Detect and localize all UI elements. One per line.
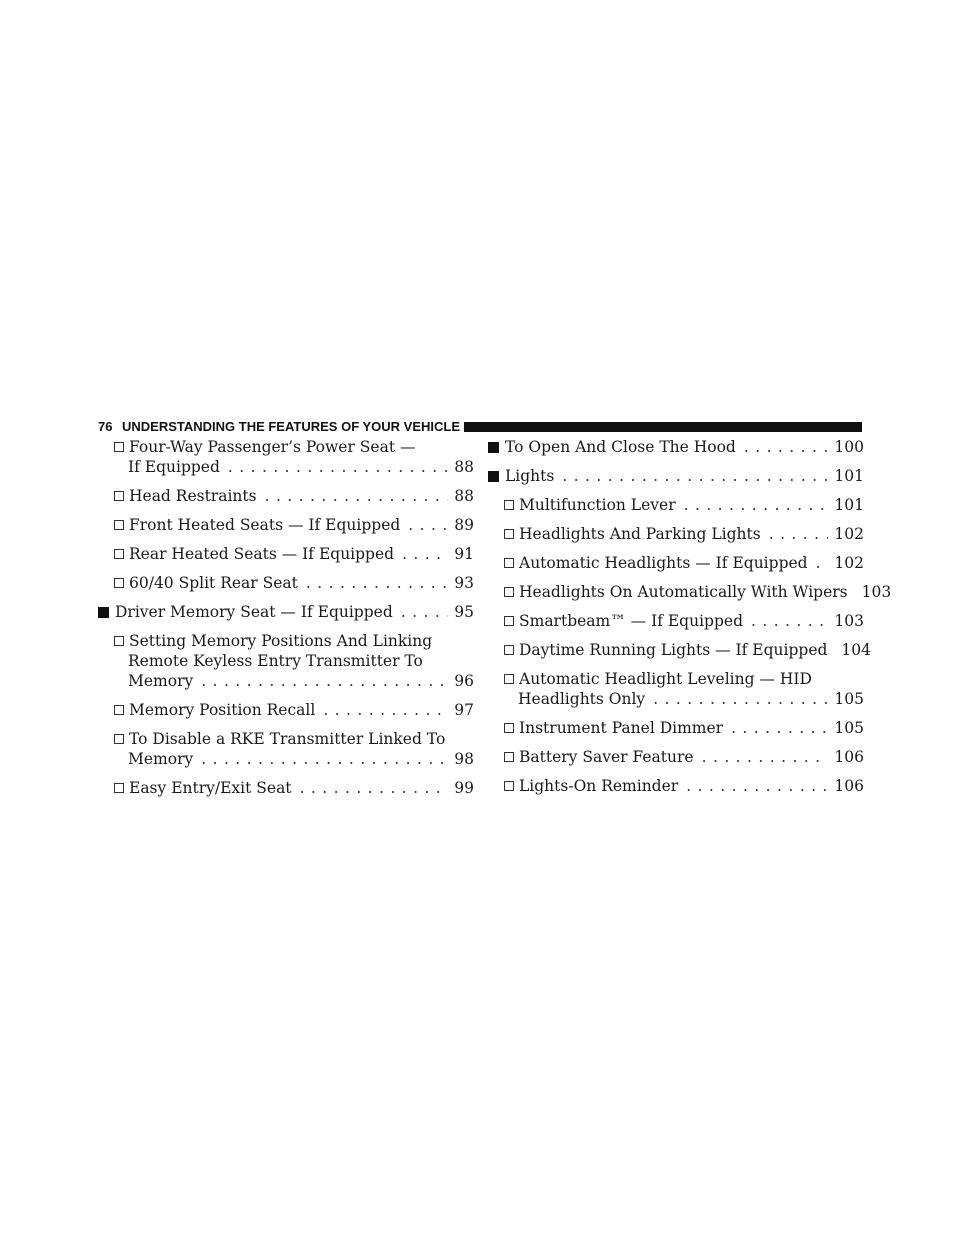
toc-page-number: 104 <box>841 641 872 659</box>
section-bullet-icon <box>488 471 499 482</box>
toc-entry-label: Automatic Headlights — If Equipped <box>519 554 808 572</box>
toc-entry-label: Memory Position Recall <box>129 701 316 719</box>
toc-entry-label: Multifunction Lever <box>519 496 676 514</box>
toc-entry-label: If Equipped <box>128 458 220 476</box>
toc-entry[interactable] <box>488 553 864 573</box>
subsection-box-icon <box>504 752 514 762</box>
toc-left-column <box>98 437 474 807</box>
dot-leader <box>201 749 448 769</box>
toc-page-number: 105 <box>834 690 864 708</box>
dot-leader <box>653 689 828 709</box>
dot-leader <box>702 747 829 767</box>
toc-entry-label: 60/40 Split Rear Seat <box>129 574 298 592</box>
dot-leader <box>751 611 828 631</box>
dot-leader <box>562 466 828 486</box>
dot-leader <box>402 544 448 564</box>
toc-entry[interactable] <box>98 602 474 622</box>
dot-leader <box>401 602 449 622</box>
toc-entry[interactable] <box>488 582 892 602</box>
toc-page-number: 93 <box>454 574 474 592</box>
toc-entry[interactable] <box>98 573 474 593</box>
dot-leader <box>323 700 448 720</box>
toc-page-number: 96 <box>454 672 474 690</box>
subsection-box-icon <box>114 578 124 588</box>
subsection-box-icon <box>504 500 514 510</box>
subsection-box-icon <box>114 783 124 793</box>
subsection-box-icon <box>504 723 514 733</box>
dot-leader <box>201 671 448 691</box>
toc-entry[interactable] <box>98 700 474 720</box>
dot-leader <box>769 524 829 544</box>
toc-entry-label: To Disable a RKE Transmitter Linked To <box>129 730 446 748</box>
section-bullet-icon <box>98 607 109 618</box>
dot-leader <box>686 776 828 796</box>
page-number: 76 <box>98 419 113 434</box>
dot-leader <box>408 515 448 535</box>
subsection-box-icon <box>504 645 514 655</box>
toc-page-number: 89 <box>454 516 474 534</box>
toc-entry-label: Automatic Headlight Leveling — HID <box>519 670 812 688</box>
dot-leader <box>731 718 828 738</box>
subsection-box-icon <box>114 705 124 715</box>
subsection-box-icon <box>114 520 124 530</box>
toc-entry-label: Memory <box>128 672 194 690</box>
dot-leader <box>684 495 829 515</box>
running-header <box>98 419 862 435</box>
toc-page-number: 101 <box>834 467 864 485</box>
toc-entry[interactable] <box>488 437 864 457</box>
subsection-box-icon <box>504 587 514 597</box>
subsection-box-icon <box>504 781 514 791</box>
header-rule <box>464 422 862 432</box>
toc-entry-label: Instrument Panel Dimmer <box>519 719 724 737</box>
toc-entry[interactable] <box>488 776 864 796</box>
toc-entry[interactable] <box>488 524 864 544</box>
toc-entry-label: Headlights On Automatically With Wipers <box>519 583 848 601</box>
toc-entry[interactable] <box>98 486 474 506</box>
toc-entry-label: Lights-On Reminder <box>519 777 679 795</box>
dot-leader <box>306 573 448 593</box>
toc-entry[interactable] <box>98 631 474 691</box>
subsection-box-icon <box>504 529 514 539</box>
toc-entry-label: Memory <box>128 750 194 768</box>
toc-page-number: 103 <box>861 583 892 601</box>
section-title: UNDERSTANDING THE FEATURES OF YOUR VEHICLE <box>122 419 461 434</box>
toc-page-number: 103 <box>834 612 864 630</box>
subsection-box-icon <box>114 442 124 452</box>
toc-page-number: 99 <box>454 779 474 797</box>
toc-entry[interactable] <box>488 718 864 738</box>
toc-entry-label: Front Heated Seats — If Equipped <box>129 516 401 534</box>
subsection-box-icon <box>504 616 514 626</box>
dot-leader <box>228 457 448 477</box>
subsection-box-icon <box>504 674 514 684</box>
dot-leader <box>300 778 449 798</box>
toc-entry[interactable] <box>98 437 474 477</box>
toc-entry-label: Head Restraints <box>129 487 257 505</box>
toc-entry-label: Easy Entry/Exit Seat <box>129 779 292 797</box>
toc-page-number: 105 <box>834 719 864 737</box>
toc-page-number: 106 <box>834 748 864 766</box>
toc-entry[interactable] <box>98 544 474 564</box>
toc-page-number: 101 <box>834 496 864 514</box>
toc-page-number: 98 <box>454 750 474 768</box>
dot-leader <box>265 486 449 506</box>
toc-entry-label: Smartbeam™ — If Equipped <box>519 612 743 630</box>
toc-entry-label: Setting Memory Positions And Linking <box>129 632 433 650</box>
toc-entry[interactable] <box>488 466 864 486</box>
subsection-box-icon <box>504 558 514 568</box>
dot-leader <box>744 437 829 457</box>
toc-page-number: 106 <box>834 777 864 795</box>
toc-page-number: 100 <box>834 438 864 456</box>
toc-entry-label: Four-Way Passenger’s Power Seat — <box>129 438 416 456</box>
toc-entry-label: Daytime Running Lights — If Equipped <box>519 641 828 659</box>
toc-entry-label: Headlights Only <box>518 690 646 708</box>
toc-entry[interactable] <box>98 515 474 535</box>
toc-entry-label: Lights <box>505 467 555 485</box>
toc-entry[interactable] <box>488 640 872 660</box>
toc-right-column <box>488 437 892 805</box>
toc-entry[interactable] <box>488 495 864 515</box>
toc-entry[interactable] <box>98 778 474 798</box>
toc-entry-label: Rear Heated Seats — If Equipped <box>129 545 395 563</box>
subsection-box-icon <box>114 734 124 744</box>
toc-entry[interactable] <box>488 747 864 767</box>
toc-entry-label: Remote Keyless Entry Transmitter To <box>128 652 423 670</box>
toc-entry[interactable] <box>98 729 474 769</box>
subsection-box-icon <box>114 549 124 559</box>
subsection-box-icon <box>114 491 124 501</box>
toc-page-number: 88 <box>454 458 474 476</box>
toc-page-number: 95 <box>454 603 474 621</box>
dot-leader <box>816 553 829 573</box>
toc-entry[interactable] <box>488 611 864 631</box>
toc-page-number: 88 <box>454 487 474 505</box>
toc-entry-label: Driver Memory Seat — If Equipped <box>115 603 393 621</box>
toc-entry[interactable] <box>488 669 864 709</box>
toc-entry-label: To Open And Close The Hood <box>505 438 736 456</box>
toc-page-number: 102 <box>834 554 864 572</box>
subsection-box-icon <box>114 636 124 646</box>
section-bullet-icon <box>488 442 499 453</box>
toc-entry-label: Battery Saver Feature <box>519 748 694 766</box>
toc-page-number: 97 <box>454 701 474 719</box>
toc-page-number: 102 <box>834 525 864 543</box>
toc-page-number: 91 <box>454 545 474 563</box>
toc-entry-label: Headlights And Parking Lights <box>519 525 761 543</box>
